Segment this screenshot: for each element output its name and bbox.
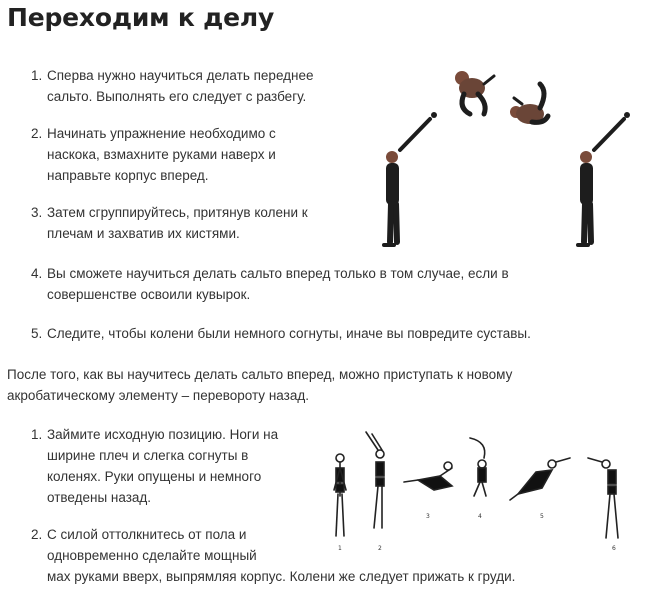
step-figure-2 bbox=[366, 432, 384, 528]
list-line: Сперва нужно научиться делать переднее bbox=[47, 68, 314, 83]
paragraph-line: акробатическому элементу – перевороту назад. bbox=[7, 388, 309, 403]
tucked-figure-top bbox=[455, 71, 494, 114]
standing-figure-right bbox=[578, 112, 630, 245]
list-number: 1. bbox=[31, 427, 43, 442]
list-item bbox=[31, 123, 276, 186]
page-title: Переходим к делу bbox=[7, 3, 275, 32]
list-line: С силой оттолкнитесь от пола и bbox=[47, 527, 247, 542]
front-flip-illustration bbox=[372, 64, 634, 254]
step-figure-4 bbox=[470, 438, 486, 496]
list-line: ширине плеч и слегка согнуты в bbox=[47, 448, 249, 463]
step-label-5: 5 bbox=[540, 513, 544, 520]
step-figure-5 bbox=[510, 458, 570, 500]
step-figure-1 bbox=[334, 454, 346, 536]
list-item bbox=[31, 323, 531, 344]
list-number: 5. bbox=[31, 326, 43, 341]
list-line: Следите, чтобы колени были немного согнуты, иначе вы повредите суставы. bbox=[47, 326, 531, 341]
tucked-figure-middle bbox=[510, 84, 548, 124]
list-item bbox=[31, 424, 279, 508]
list-line: наскока, взмахните руками наверх и bbox=[47, 147, 276, 162]
list-line: Начинать упражнение необходимо с bbox=[47, 126, 276, 141]
list-line: отведены назад. bbox=[47, 490, 152, 505]
list-number: 2. bbox=[31, 126, 43, 141]
step-label-1: 1 bbox=[338, 545, 342, 552]
list-line: плечам и захватив их кистями. bbox=[47, 226, 240, 241]
list-line: коленях. Руки опущены и немного bbox=[47, 469, 262, 484]
list-line: мах руками вверх, выпрямляя корпус. Колени же следует прижать к груди. bbox=[47, 569, 516, 584]
list-item bbox=[31, 202, 308, 244]
step-label-4: 4 bbox=[478, 513, 482, 520]
list-item bbox=[31, 65, 314, 107]
list-line: сальто. Выполнять его следует с разбегу. bbox=[47, 89, 307, 104]
step-label-6: 6 bbox=[612, 545, 616, 552]
list-number: 4. bbox=[31, 266, 43, 281]
step-label-3: 3 bbox=[426, 513, 430, 520]
list-item bbox=[31, 263, 509, 305]
back-flip-illustration bbox=[322, 428, 636, 558]
list-number: 2. bbox=[31, 527, 43, 542]
list-line: Займите исходную позицию. Ноги на bbox=[47, 427, 279, 442]
list-line: совершенстве освоили кувырок. bbox=[47, 287, 251, 302]
step-figure-3 bbox=[404, 462, 452, 490]
list-line: одновременно сделайте мощный bbox=[47, 548, 257, 563]
list-line: Вы сможете научиться делать сальто вперед только в том случае, если в bbox=[47, 266, 509, 281]
list-number: 1. bbox=[31, 68, 43, 83]
list-line: Затем сгруппируйтесь, притянув колени к bbox=[47, 205, 308, 220]
paragraph-line: После того, как вы научитесь делать сальто вперед, можно приступать к новому bbox=[7, 367, 513, 382]
step-figure-6 bbox=[588, 458, 618, 538]
list-number: 3. bbox=[31, 205, 43, 220]
step-label-2: 2 bbox=[378, 545, 382, 552]
list-line: направьте корпус вперед. bbox=[47, 168, 209, 183]
standing-figure-left bbox=[384, 112, 437, 245]
paragraph bbox=[7, 364, 512, 406]
